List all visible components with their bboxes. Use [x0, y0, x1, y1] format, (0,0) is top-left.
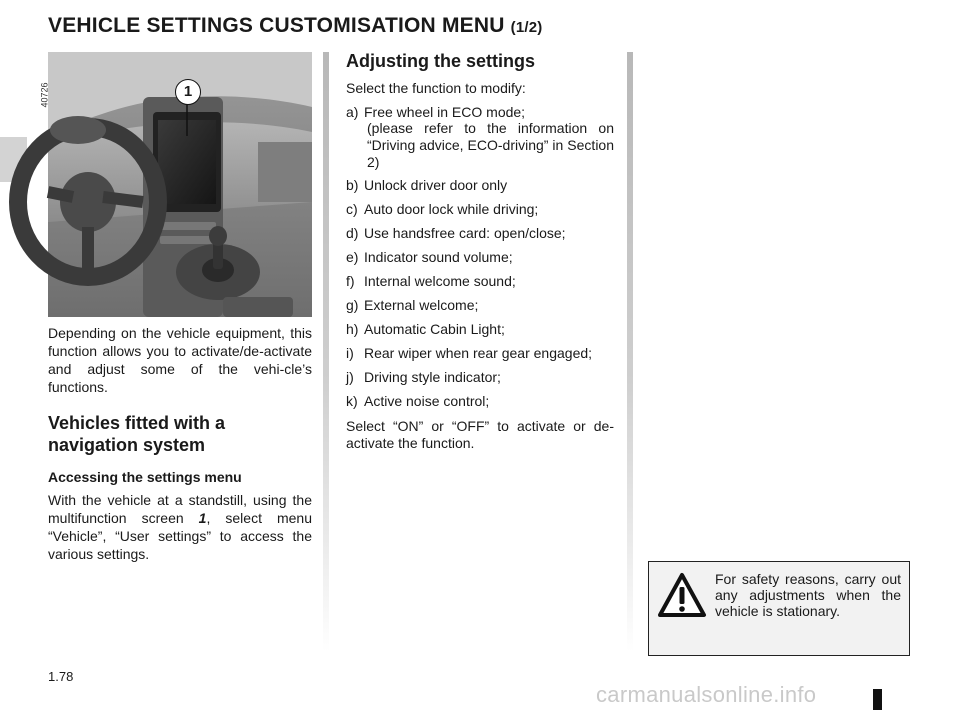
list-item-letter: f): [346, 273, 355, 289]
page-number: 1.78: [48, 669, 74, 684]
list-item-text: Rear wiper when rear gear engaged;: [364, 345, 593, 361]
list-item: [346, 225, 614, 242]
dashboard-photo: [39, 52, 312, 317]
intro-paragraph: Depending on the vehicle equipment, this function allows you to activate/de-activate and adjust some of the vehi-cle’s functions.: [48, 325, 312, 395]
list-item: [346, 177, 614, 194]
adjusting-settings-heading: Adjusting the settings: [346, 51, 535, 71]
list-item-text: Unlock driver door only: [364, 177, 508, 193]
list-item-text: External welcome;: [364, 297, 479, 313]
list-item-letter: c): [346, 201, 358, 217]
list-item-letter: i): [346, 345, 354, 361]
list-item-text: Indicator sound volume;: [364, 249, 513, 265]
list-item: [346, 345, 614, 362]
list-item: [346, 201, 614, 218]
column-divider-left: [323, 52, 329, 652]
list-item: [346, 369, 614, 386]
warning-triangle-icon: [657, 572, 707, 618]
closing-instruction: Select “ON” or “OFF” to activate or de-activate the function.: [346, 418, 614, 451]
list-item-letter: h): [346, 321, 359, 337]
select-function-prompt: Select the function to modify:: [346, 80, 526, 96]
list-item-text: Internal welcome sound;: [364, 273, 516, 289]
list-item: [346, 273, 614, 290]
list-item: [346, 249, 614, 266]
figure-reference-number: 40726: [39, 82, 50, 108]
list-item-letter: b): [346, 177, 359, 193]
screen-reference: 1: [198, 510, 207, 526]
safety-warning-text: For safety reasons, carry out any adjustments when the vehicle is stationary.: [715, 571, 901, 619]
list-item-text: Use handsfree card: open/close;: [364, 225, 566, 241]
list-item: [346, 297, 614, 314]
page-title-suffix: (1/2): [510, 19, 543, 36]
list-item-letter: d): [346, 225, 359, 241]
list-item-text: Automatic Cabin Light;: [364, 321, 505, 337]
list-item-text: Active noise control;: [364, 393, 490, 409]
list-item: [346, 393, 614, 410]
callout-1: 1: [175, 79, 201, 105]
section-heading-navigation: Vehicles fitted with a navigation system: [48, 413, 226, 455]
list-item-a-text: Free wheel in ECO mode;: [364, 104, 526, 120]
list-item-a-note: (please refer to the information on “Driving advice, ECO-driving” in Section 2): [367, 120, 614, 170]
access-instructions-start: With the vehicle at a standstill, using the multifunction screen: [48, 492, 312, 526]
watermark: carmanualsonline.info: [596, 682, 817, 707]
page-title: [48, 14, 542, 38]
column-divider-right: [627, 52, 633, 652]
page-title-main: VEHICLE SETTINGS CUSTOMISATION MENU: [48, 14, 505, 37]
access-instructions-end: , select menu “Vehicle”, “User settings” to access the various settings.: [48, 510, 312, 562]
access-instructions: [48, 491, 312, 563]
list-item-letter: k): [346, 393, 358, 409]
list-item: [346, 321, 614, 338]
safety-warning-box: [648, 561, 910, 656]
list-item-letter: g): [346, 297, 359, 313]
list-item-text: Driving style indicator;: [364, 369, 501, 385]
subheading-accessing-settings: Accessing the settings menu: [48, 469, 242, 485]
corner-mark: [873, 689, 882, 710]
list-item-a: [346, 104, 614, 121]
list-item-letter: e): [346, 249, 359, 265]
list-item-a-letter: a): [346, 104, 359, 120]
list-item-text: Auto door lock while driving;: [364, 201, 539, 217]
list-item-letter: j): [346, 369, 354, 385]
